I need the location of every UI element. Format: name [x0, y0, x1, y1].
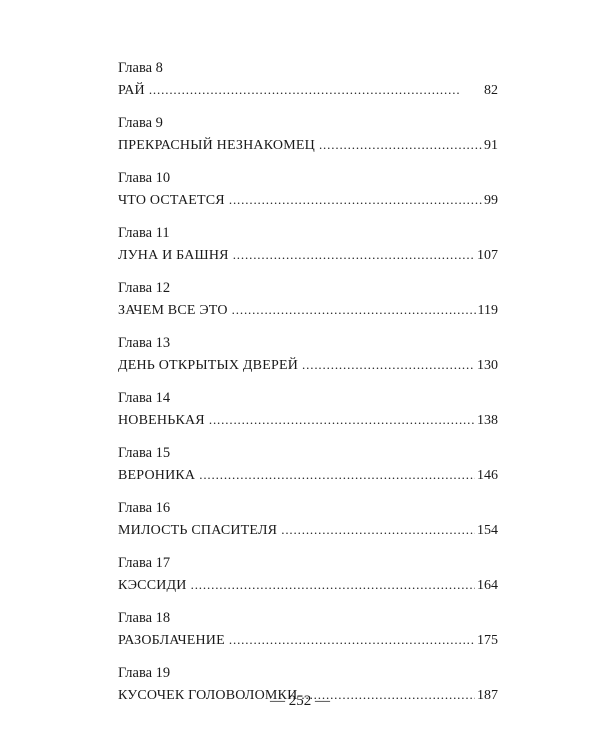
chapter-page-number: 99 — [484, 193, 498, 208]
toc-title-line — [118, 465, 498, 485]
chapter-title: ЗАЧЕМ ВСЕ ЭТО — [118, 303, 228, 318]
toc-entry — [118, 333, 498, 388]
dot-leader — [149, 80, 482, 100]
chapter-page-number: 91 — [484, 138, 498, 153]
toc-entry — [118, 553, 498, 608]
chapter-title: НОВЕНЬКАЯ — [118, 413, 205, 428]
chapter-title: ВЕРОНИКА — [118, 468, 196, 483]
toc-entry — [118, 443, 498, 498]
dot-leader — [229, 190, 482, 210]
toc-entry — [118, 278, 498, 333]
dot-leader — [229, 630, 475, 650]
chapter-label: Глава 19 — [118, 665, 171, 681]
chapter-page-number: 119 — [477, 303, 498, 318]
toc-title-line — [118, 410, 498, 430]
chapter-label: Глава 12 — [118, 280, 171, 296]
chapter-page-number: 138 — [477, 413, 498, 428]
toc-title-line — [118, 630, 498, 650]
toc-entry — [118, 223, 498, 278]
chapter-title: ЧТО ОСТАЕТСЯ — [118, 193, 225, 208]
chapter-label: Глава 13 — [118, 335, 171, 351]
chapter-title: ДЕНЬ ОТКРЫТЫХ ДВЕРЕЙ — [118, 358, 299, 373]
chapter-label: Глава 9 — [118, 115, 163, 131]
dot-leader — [191, 575, 475, 595]
chapter-label: Глава 11 — [118, 225, 170, 241]
toc-title-line — [118, 135, 498, 155]
table-of-contents — [118, 58, 498, 718]
toc-entry — [118, 168, 498, 223]
chapter-title: ПРЕКРАСНЫЙ НЕЗНАКОМЕЦ — [118, 138, 315, 153]
chapter-page-number: 154 — [477, 523, 498, 538]
dot-leader — [209, 410, 475, 430]
dot-leader — [281, 520, 475, 540]
chapter-label: Глава 8 — [118, 60, 163, 76]
chapter-label: Глава 14 — [118, 390, 171, 406]
chapter-label: Глава 18 — [118, 610, 171, 626]
chapter-title: РАЙ — [118, 83, 145, 98]
chapter-page-number: 82 — [484, 83, 498, 98]
toc-entry — [118, 388, 498, 443]
toc-title-line — [118, 300, 498, 320]
chapter-title: ЛУНА И БАШНЯ — [118, 248, 229, 263]
toc-entry — [118, 608, 498, 663]
chapter-title: КУСОЧЕК ГОЛОВОЛОМКИ — [118, 688, 298, 703]
chapter-page-number: 107 — [477, 248, 498, 263]
chapter-label: Глава 16 — [118, 500, 171, 516]
chapter-title: КЭССИДИ — [118, 578, 187, 593]
toc-title-line — [118, 80, 498, 100]
chapter-title: РАЗОБЛАЧЕНИЕ — [118, 633, 225, 648]
toc-title-line — [118, 190, 498, 210]
toc-entry — [118, 113, 498, 168]
chapter-title: МИЛОСТЬ СПАСИТЕЛЯ — [118, 523, 278, 538]
dot-leader — [302, 355, 475, 375]
chapter-page-number: 175 — [477, 633, 498, 648]
dot-leader — [319, 135, 482, 155]
chapter-page-number: 146 — [477, 468, 498, 483]
toc-title-line — [118, 520, 498, 540]
toc-entry — [118, 498, 498, 553]
chapter-page-number: 164 — [477, 578, 498, 593]
page-number-footer: — 252 — — [270, 693, 330, 709]
chapter-label: Глава 17 — [118, 555, 171, 571]
dot-leader — [233, 245, 475, 265]
toc-title-line — [118, 355, 498, 375]
dot-leader — [232, 300, 476, 320]
chapter-page-number: 187 — [477, 688, 498, 703]
toc-title-line — [118, 245, 498, 265]
chapter-page-number: 130 — [477, 358, 498, 373]
toc-title-line — [118, 575, 498, 595]
chapter-label: Глава 10 — [118, 170, 171, 186]
chapter-label: Глава 15 — [118, 445, 171, 461]
dot-leader — [199, 465, 475, 485]
toc-entry — [118, 58, 498, 113]
